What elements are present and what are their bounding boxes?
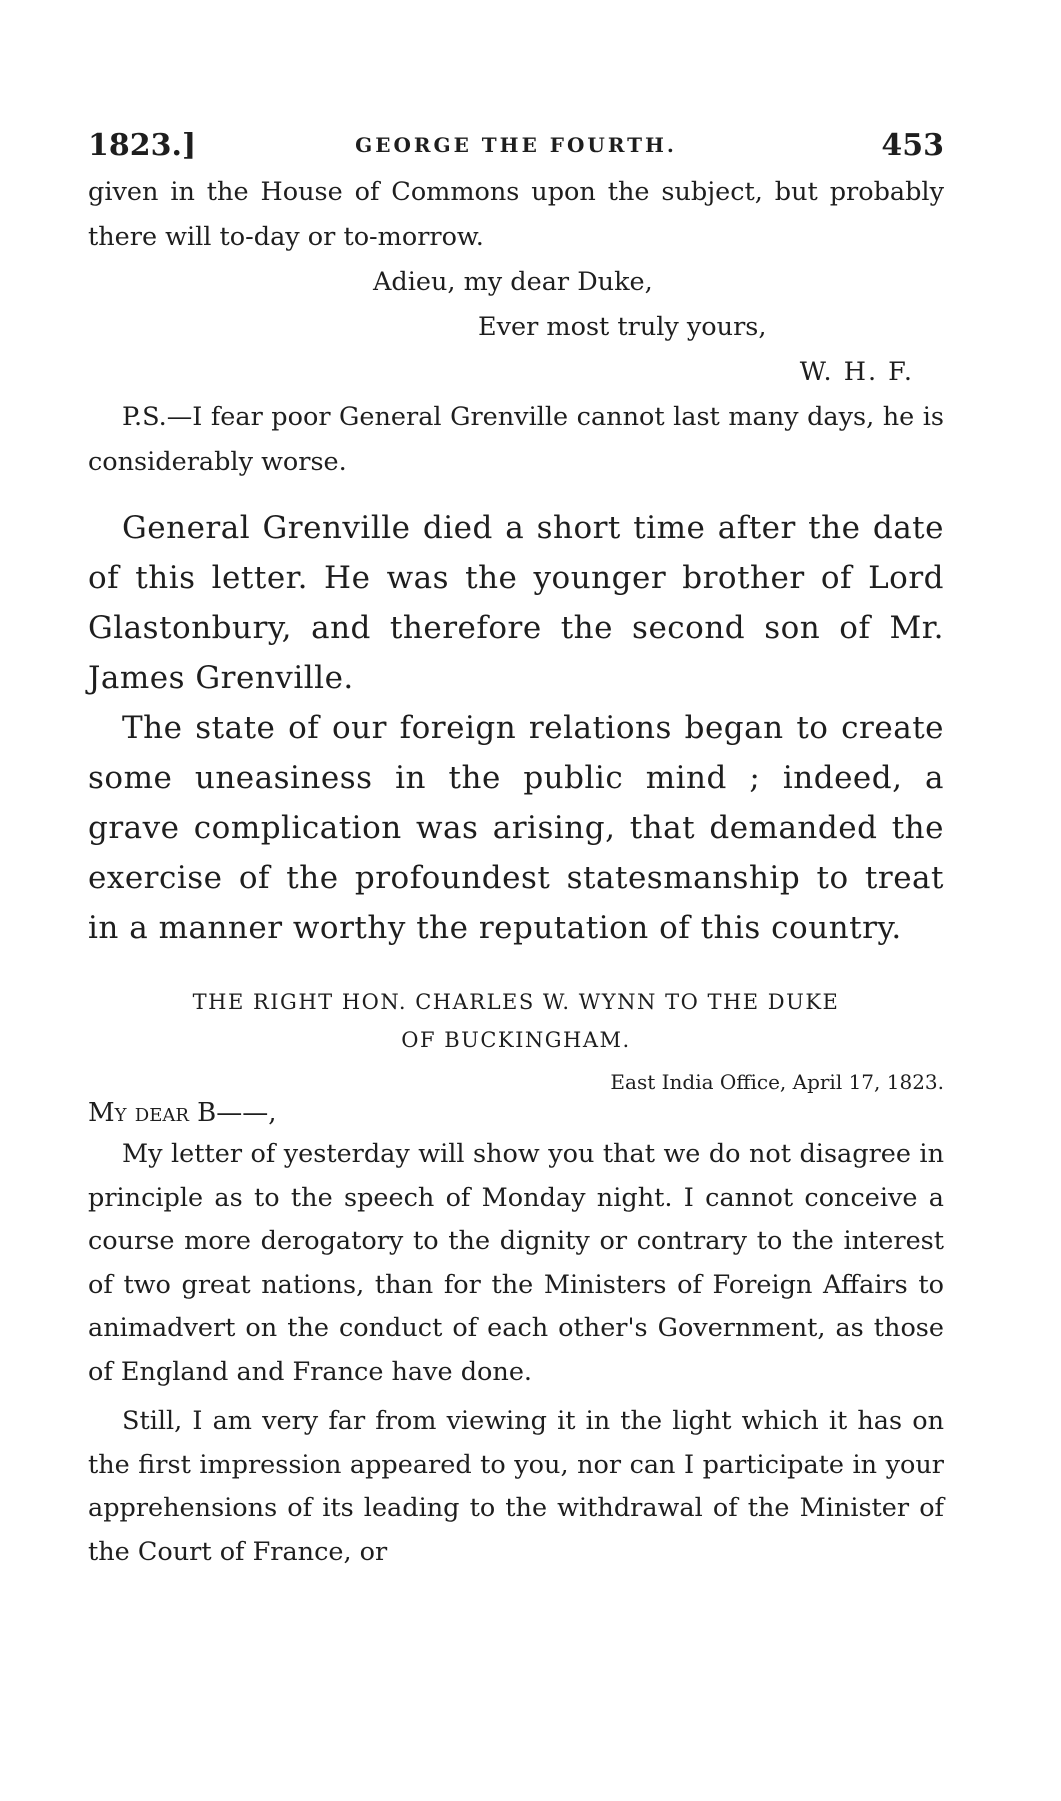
letter-heading-line: THE RIGHT HON. CHARLES W. WYNN TO THE DUKE	[192, 990, 840, 1014]
running-head	[88, 128, 944, 170]
narrative-paragraph: The state of our foreign relations began to create some uneasiness in the public mind ; indeed, a grave complication was arising, that demanded the exercise of the profoundest statesmanship to treat in a manner worthy the reputation of this country.	[88, 710, 944, 946]
running-head-title: GEORGE THE FOURTH.	[355, 133, 677, 157]
closing-line-1: Adieu, my dear Duke,	[373, 267, 653, 297]
letter-paragraph: Still, I am very far from viewing it in the light which it has on the first impression appeared to you, nor can I participate in your apprehensions of its leading to the withdrawal of the Minister of the Court of France, or	[88, 1406, 944, 1567]
book-page	[88, 128, 944, 1580]
letter-salutation: My dear B——,	[88, 1098, 277, 1128]
letter-heading-line: OF BUCKINGHAM.	[401, 1028, 631, 1052]
narrative-paragraph: General Grenville died a short time after the date of this letter. He was the younger brother of Lord Glastonbury, and therefore the second son of Mr. James Grenville.	[88, 510, 944, 696]
previous-letter-ending	[88, 170, 944, 485]
running-head-year: 1823.]	[88, 128, 197, 163]
postscript: P.S.—I fear poor General Grenville cannot last many days, he is considerably worse.	[88, 402, 944, 477]
letter-paragraph: My letter of yesterday will show you that we do not disagree in principle as to the speech of Monday night. I cannot conceive a course more derogatory to the dignity or contrary to the interest of two great nations, than for the Ministers of Foreign Affairs to animadvert on the conduct of each other's Government, as those of England and France have done.	[88, 1139, 944, 1387]
closing-line-2: Ever most truly yours,	[478, 312, 767, 342]
page-number: 453	[881, 128, 944, 163]
narrative	[88, 503, 944, 953]
continuation-text: given in the House of Commons upon the subject, but probably there will to-day or to-morrow.	[88, 177, 944, 252]
signature: W. H. F.	[799, 357, 914, 387]
letter-dateline: East India Office, April 17, 1823.	[610, 1070, 944, 1094]
letter-body	[88, 1133, 944, 1574]
letter-heading	[88, 983, 944, 1059]
